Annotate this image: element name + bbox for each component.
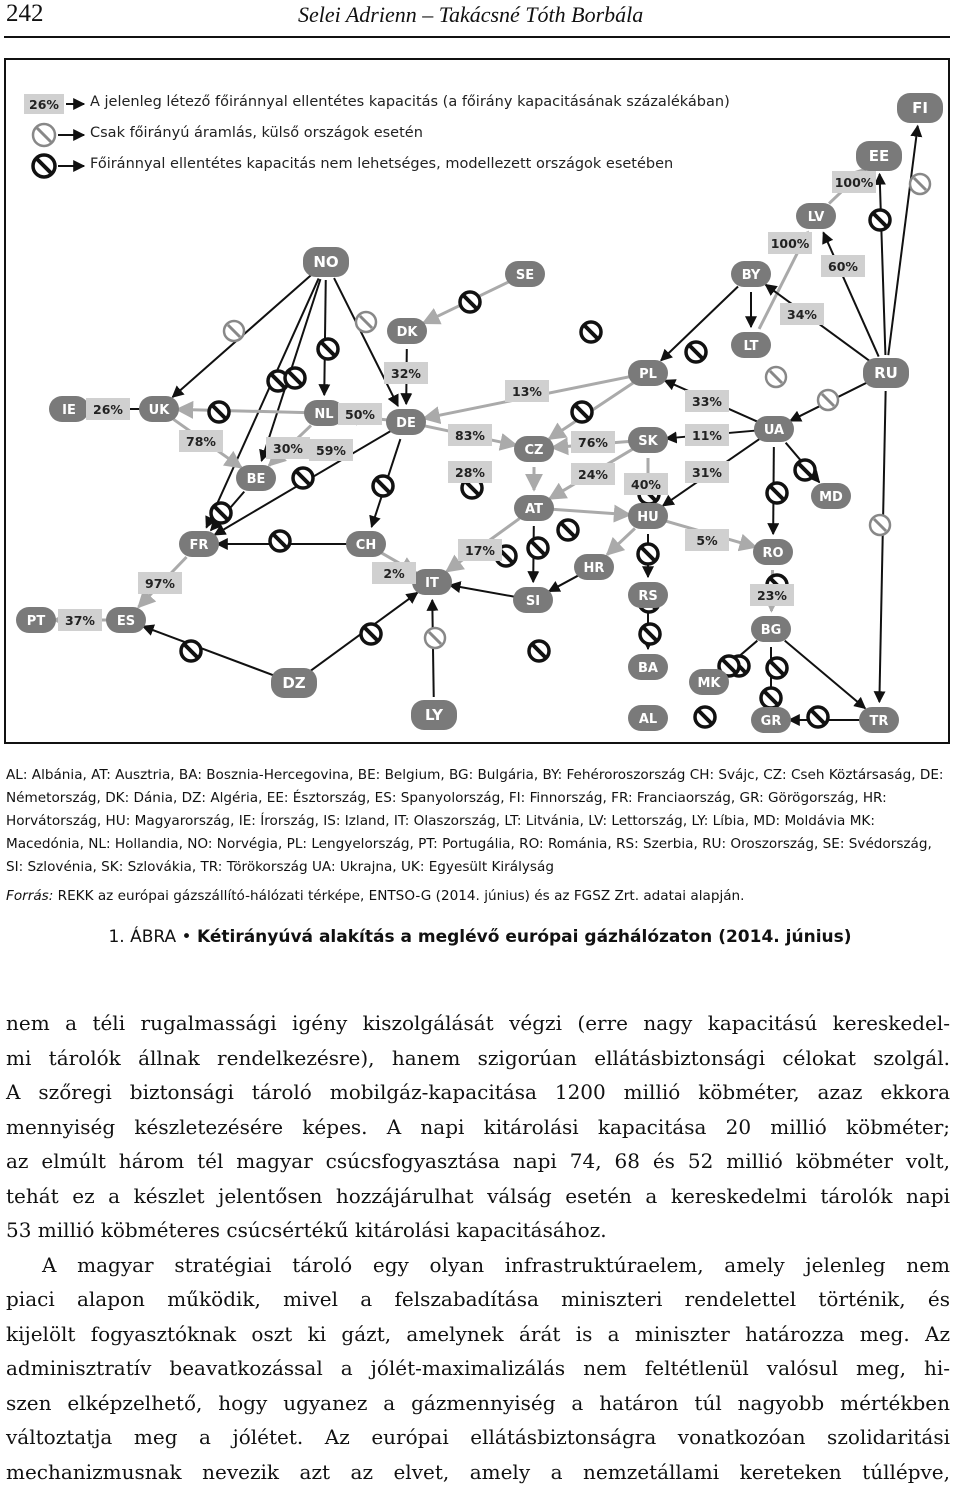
country-code: BE <box>246 472 266 487</box>
legend-item-1: A jelenleg létező főiránnyal ellentétes kapacitás (a főirány kapacitásának százalékában) <box>90 94 730 110</box>
figure-source <box>6 888 745 904</box>
country-code: DK <box>396 325 418 340</box>
country-node <box>271 668 317 698</box>
country-node <box>412 569 452 595</box>
pipeline-edge <box>879 391 885 702</box>
percent-badge <box>86 398 130 420</box>
country-code: IT <box>425 576 439 591</box>
body-line: adminisztratív beavatkozással a jólét-maximalizálás nem feltétlenül valósul meg, hi- <box>6 1356 950 1380</box>
country-code: AL <box>638 712 658 727</box>
pipeline-edge <box>785 641 865 709</box>
country-code: DE <box>396 416 416 431</box>
country-node <box>346 531 386 557</box>
no-reverse-sign-icon <box>425 628 445 648</box>
country-code: HU <box>637 510 659 525</box>
no-reverse-sign-icon <box>361 624 381 644</box>
percent-label: 37% <box>65 613 95 628</box>
country-code: LV <box>807 210 825 225</box>
running-title: Selei Adrienn – Takácsné Tóth Borbála <box>298 2 644 27</box>
legend-item-3: Főiránnyal ellentétes kapacitás nem lehetséges, modellezett országok esetében <box>90 156 674 172</box>
percent-label: 17% <box>465 543 495 558</box>
percent-label: 28% <box>455 465 485 480</box>
no-reverse-sign-icon <box>558 520 578 540</box>
country-node <box>411 700 457 730</box>
header-rule <box>4 36 950 38</box>
no-reverse-sign-icon <box>373 476 393 496</box>
no-reverse-sign-icon <box>761 688 781 708</box>
percent-badge <box>505 380 549 402</box>
no-reverse-sign-icon <box>870 210 890 230</box>
country-code: PL <box>639 367 657 382</box>
no-reverse-sign-icon <box>767 658 787 678</box>
percent-label: 24% <box>578 467 608 482</box>
country-node <box>106 607 146 633</box>
no-reverse-sign-icon <box>818 390 838 410</box>
country-code: ES <box>116 614 136 629</box>
pipeline-edge <box>177 409 306 412</box>
country-node <box>386 409 426 435</box>
country-code: NO <box>313 253 339 271</box>
percent-badge <box>832 171 876 193</box>
country-code: TR <box>869 714 889 729</box>
country-node <box>236 465 276 491</box>
country-code: LY <box>424 706 444 724</box>
figure-title <box>0 927 960 947</box>
country-node <box>139 396 179 422</box>
percent-badge <box>138 572 182 594</box>
percent-badge <box>58 609 102 631</box>
percent-badge <box>685 390 729 412</box>
country-node <box>387 318 427 344</box>
percent-badge <box>384 362 428 384</box>
percent-badge <box>685 461 729 483</box>
percent-badge <box>458 539 502 561</box>
page-header <box>0 0 960 38</box>
country-code: RS <box>638 589 658 604</box>
pipeline-edge <box>880 174 886 355</box>
country-code: BA <box>638 661 658 676</box>
no-reverse-sign-icon <box>767 483 787 503</box>
country-code: PT <box>26 614 46 629</box>
no-reverse-sign-icon <box>270 531 290 551</box>
pipeline-edge <box>549 576 578 592</box>
body-line: A magyar stratégiai tároló egy olyan infrastruktúraelem, amely jelenleg nem <box>42 1252 950 1277</box>
percent-label: 59% <box>316 443 346 458</box>
country-node <box>505 261 545 287</box>
body-line: az elmúlt három tél magyar csúcsfogyasztása napi 74, 68 és 52 millió köbméter volt, <box>6 1149 950 1173</box>
body-line: kijelölt fogyasztóknak oszt ki gázt, amelynek árát is a miniszter határozza meg. Az <box>6 1321 950 1346</box>
country-code: SK <box>638 434 658 449</box>
percent-badge <box>448 461 492 483</box>
country-code: EE <box>868 147 890 165</box>
country-code: MD <box>819 490 843 505</box>
percent-label: 100% <box>770 236 810 251</box>
percent-label: 83% <box>455 428 485 443</box>
country-code: FR <box>189 538 209 553</box>
percent-badge <box>179 430 223 452</box>
percent-badge <box>821 255 865 277</box>
legend-percent-badge <box>24 94 84 114</box>
percent-badge <box>624 473 668 495</box>
no-reverse-sign-icon <box>460 292 480 312</box>
country-node <box>731 332 771 358</box>
percent-label: 26% <box>93 402 123 417</box>
no-reverse-sign-icon <box>572 402 592 422</box>
percent-badge <box>448 424 492 446</box>
no-reverse-sign-icon <box>695 707 715 727</box>
country-code: CH <box>355 538 377 553</box>
no-reverse-sign-icon <box>318 339 338 359</box>
no-reverse-sign-icon <box>910 174 930 194</box>
country-node <box>751 616 791 642</box>
pipeline-edge <box>823 232 878 356</box>
no-reverse-sign-icon <box>181 641 201 661</box>
percent-label: 40% <box>631 477 661 492</box>
percent-label: 2% <box>383 566 405 581</box>
country-code: LT <box>743 339 759 354</box>
percent-label: 60% <box>828 259 858 274</box>
country-node <box>514 436 554 462</box>
no-reverse-sign-icon <box>640 624 660 644</box>
percent-label: 33% <box>692 394 722 409</box>
no-reverse-sign-icon <box>211 503 231 523</box>
source-text: REKK az európai gázszállító-hálózati térképe, ENTSO-G (2014. június) és az FGSZ Zrt. adatai alapján. <box>53 888 745 904</box>
pipeline-edge <box>324 280 326 395</box>
pipeline-edge <box>450 585 516 597</box>
no-reverse-sign-icon <box>528 538 548 558</box>
network-figure <box>4 58 950 744</box>
no-reverse-sign-icon <box>224 321 244 341</box>
country-code: BY <box>741 268 761 283</box>
country-node <box>897 93 943 123</box>
percent-badge <box>571 431 615 453</box>
no-reverse-sign-icon <box>293 468 313 488</box>
percent-badge <box>571 463 615 485</box>
percent-badge <box>338 403 382 425</box>
country-node <box>689 669 729 695</box>
country-code: RU <box>874 364 898 382</box>
body-line: nem a téli rugalmassági igény kiszolgálását végzi (erre nagy kapacitású kereskedel- <box>6 1011 950 1035</box>
country-code: CZ <box>524 443 544 458</box>
country-node <box>753 539 793 565</box>
no-reverse-sign-icon <box>529 641 549 661</box>
country-node <box>754 416 794 442</box>
country-node <box>628 503 668 529</box>
percent-label: 30% <box>273 441 303 456</box>
country-node <box>731 261 771 287</box>
country-node <box>514 495 554 521</box>
figure-number: 1. ÁBRA <box>108 927 177 947</box>
body-line: változtatja meg a jólétet. Az európai ellátásbiztonságra vonatkozóan szolidaritási <box>6 1425 950 1449</box>
percent-badge <box>372 562 416 584</box>
country-code: IE <box>62 403 76 418</box>
percent-badge <box>750 584 794 606</box>
percent-label: 97% <box>145 576 175 591</box>
country-code: AT <box>525 502 543 517</box>
percent-badge <box>780 303 824 325</box>
percent-label: 32% <box>391 366 421 381</box>
country-code: UA <box>763 423 785 438</box>
no-reverse-sign-icon <box>581 322 601 342</box>
country-code: GR <box>760 714 782 729</box>
percent-label: 50% <box>345 407 375 422</box>
country-code: RO <box>762 546 784 561</box>
figure-bullet: • <box>176 927 197 947</box>
body-line: szen elképzelhető, hogy ugyanez a gázmennyiség a határon túl nagyobb mértékben <box>6 1390 950 1415</box>
no-reverse-sign-icon <box>808 707 828 727</box>
country-node <box>628 654 668 680</box>
country-node <box>628 705 668 731</box>
percent-badge <box>768 232 812 254</box>
country-code: FI <box>912 99 928 117</box>
country-code: HR <box>583 561 605 576</box>
body-line: mechanizmusnak nevezik azt az elvet, amely a nemzetállami kereteken túllépve, <box>6 1459 950 1484</box>
body-line: tehát ez a készlet jelentősen hozzájárulhat válság esetén a kereskedelmi tárolók napi <box>6 1183 950 1208</box>
percent-label: 34% <box>787 307 817 322</box>
pipeline-edge <box>334 278 398 406</box>
no-reverse-sign-icon <box>209 402 229 422</box>
percent-label: 31% <box>692 465 722 480</box>
country-node <box>811 483 851 509</box>
legend-item-2: Csak főirányú áramlás, külső országok esetén <box>90 125 423 141</box>
country-node <box>16 607 56 633</box>
country-node <box>628 582 668 608</box>
country-code: SI <box>525 594 541 609</box>
body-line: A szőregi biztonsági tároló mobilgáz-kapacitása 1200 millió köbméter, azaz ekkora <box>6 1080 950 1104</box>
legend-badge-text: 26% <box>29 97 59 112</box>
abbreviation-list: AL: Albánia, AT: Ausztria, BA: Bosznia-Hercegovina, BE: Belgium, BG: Bulgária, BY: Fehéroroszország CH: Svájc, CZ: Cseh Köztársaság, DE: Németország, DK: Dánia, DZ: Algéria, EE: Észtország, ES: Spanyolország, FI: Finnország, FR: Franciaország, GR: Görögország, HR: Horvátország, HU: Magyarország, IE: Írország, IS: Izland, IT: Olaszország, LT: Litvánia, LV: Lettország, LY: Líbia, MD: Moldávia MK: Macedónia, NL: Hollandia, NO: Norvégia, PL: Lengyelország, PT: Portugália, RO: Románia, RS: Szerbia, RU: Oroszország, SE: Svédország, SI: Szlovénia, SK: Szlovákia, TR: Törökország UA: Ukrajna, UK: Egyesült Királyság <box>6 767 944 875</box>
percent-badge <box>685 424 729 446</box>
legend-marks <box>24 94 84 177</box>
country-node <box>179 531 219 557</box>
country-node <box>574 554 614 580</box>
country-code: NL <box>314 407 334 422</box>
country-code: BG <box>760 623 782 638</box>
body-line: 53 millió köbméteres csúcsértékű kitárolási kapacitásához. <box>6 1218 607 1242</box>
no-reverse-sign-icon <box>638 544 658 564</box>
no-reverse-sign-icon <box>870 515 890 535</box>
percent-label: 5% <box>696 533 718 548</box>
page-number: 242 <box>6 0 44 27</box>
country-node <box>796 203 836 229</box>
pipeline-edge <box>143 626 277 676</box>
no-reverse-sign-icon <box>795 460 815 480</box>
country-node <box>513 587 553 613</box>
pipeline-edge <box>607 528 635 554</box>
country-node <box>859 707 899 733</box>
source-label: Forrás: <box>6 888 54 904</box>
no-reverse-sign-icon <box>356 312 376 332</box>
percent-label: 76% <box>578 435 608 450</box>
percent-badge <box>309 439 353 461</box>
no-reverse-sign-icon <box>766 367 786 387</box>
percent-badge <box>266 437 310 459</box>
country-node <box>751 707 791 733</box>
country-code: SE <box>515 268 535 283</box>
percent-label: 100% <box>834 175 874 190</box>
country-code: DZ <box>282 674 306 692</box>
percent-label: 23% <box>757 588 787 603</box>
country-code: MK <box>697 676 721 691</box>
percent-label: 11% <box>692 428 722 443</box>
pipeline-edge <box>552 509 630 514</box>
body-line: piaci alapon működik, mivel a felszabadítása miniszteri rendelettel történik, és <box>6 1287 950 1311</box>
no-reverse-sign-icon <box>686 342 706 362</box>
country-node <box>628 427 668 453</box>
country-node <box>49 396 89 422</box>
percent-label: 78% <box>186 434 216 449</box>
no-reverse-sign-icon <box>285 368 305 388</box>
percent-badge <box>685 529 729 551</box>
percent-label: 13% <box>512 384 542 399</box>
body-line: mi tárolók állnak rendelkezésre), hanem szigorúan ellátásbiztonsági célokat szolgál. <box>6 1045 950 1070</box>
body-text <box>6 1006 950 1489</box>
body-line: mennyiség készletezésére képes. A napi kitárolási kapacitása 20 millió köbméter; <box>6 1114 950 1139</box>
legend-external-sign-icon <box>33 124 84 146</box>
country-node <box>856 141 902 171</box>
figure-title-text: Kétirányúvá alakítás a meglévő európai gázhálózaton (2014. június) <box>196 927 852 947</box>
country-code: UK <box>148 403 170 418</box>
legend-blocked-sign-icon <box>33 155 84 177</box>
country-node <box>628 360 668 386</box>
country-node <box>303 247 349 277</box>
country-node <box>863 358 909 388</box>
